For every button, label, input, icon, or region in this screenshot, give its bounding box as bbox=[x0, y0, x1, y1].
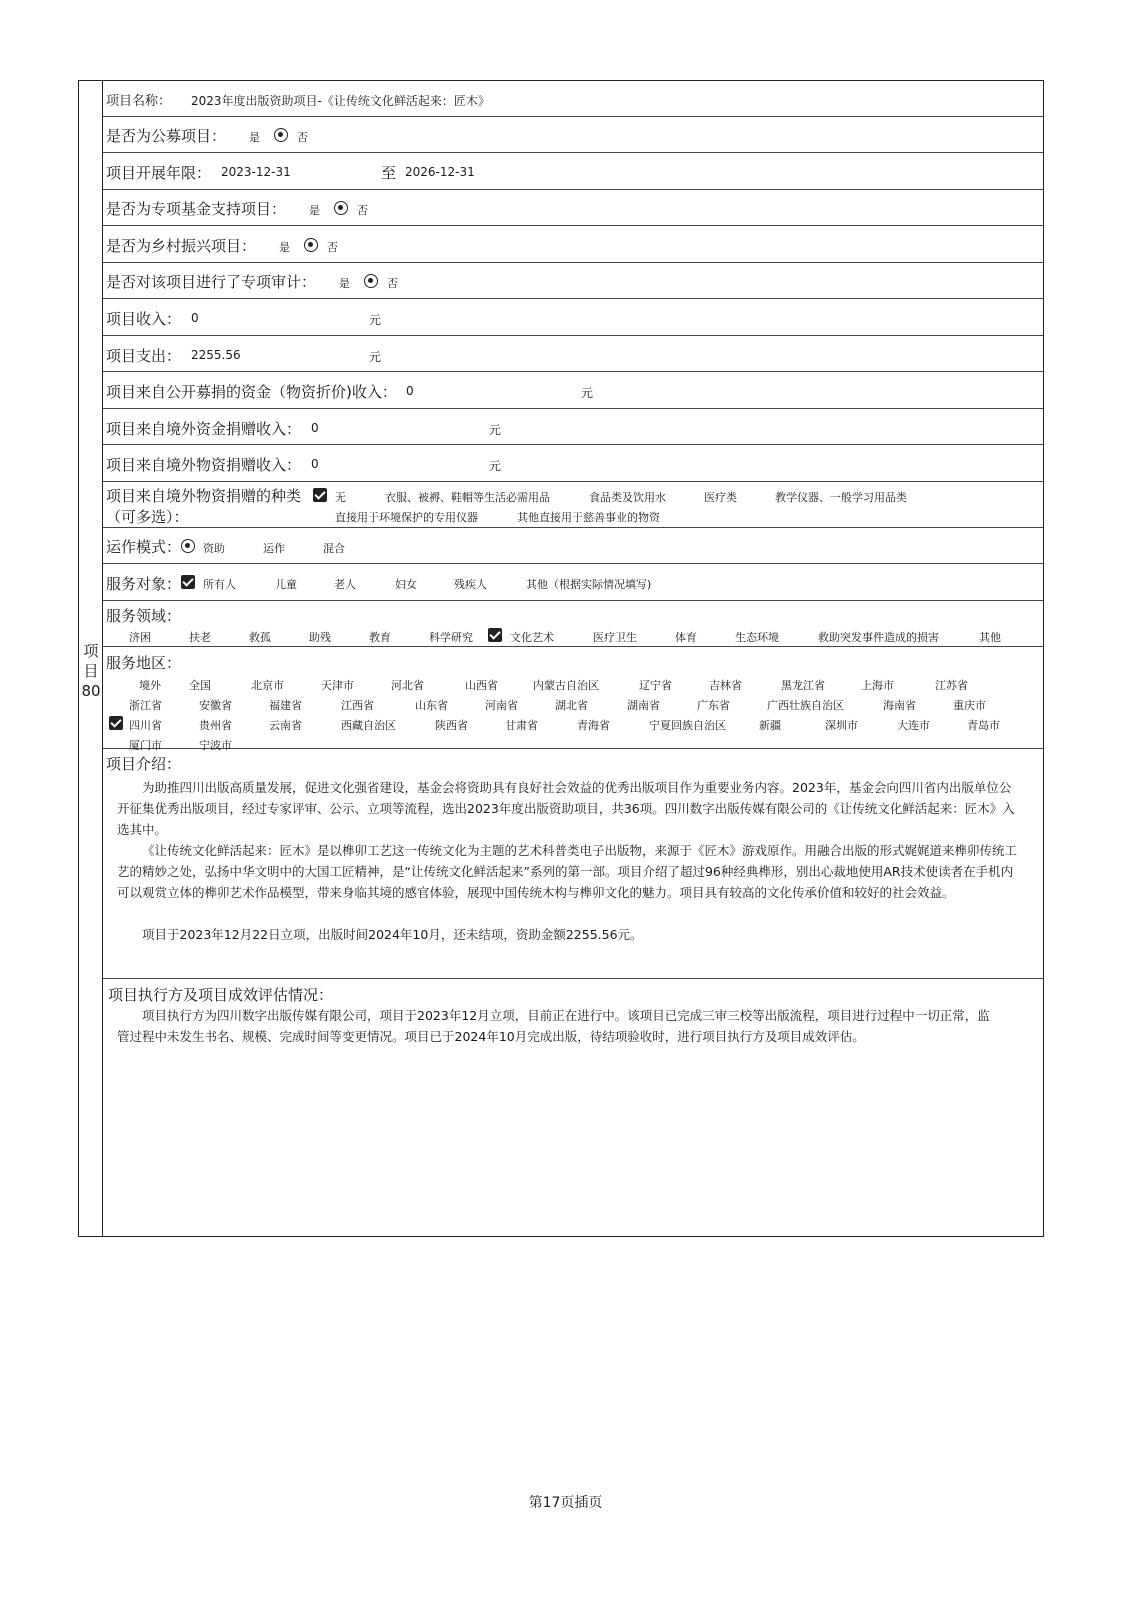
region-opt[interactable]: 河南省 bbox=[485, 699, 518, 712]
intro-paragraph-2: 《让传统文化鲜活起来：匠木》是以榫卯工艺这一传统文化为主题的艺术科普类电子出版物，来源于《匠木》游戏原作。用融合出版的形式娓娓道来榫卯传统工艺的精妙之处，弘扬中华文明中的大国工匠精神，是“让传统文化鲜活起来”系列的第一部。项目介绍了超过96种经典榫形，别出心裁地使用AR技术使读者在手机内可以观赏立体的榫卯艺术作品模型，带来身临其境的感官体验，展现中国传统木构与榫卯文化的魅力。项目具有较高的文化传承价值和较好的社会效益。 bbox=[117, 843, 1018, 900]
side-column bbox=[79, 81, 103, 1236]
row-intro bbox=[103, 749, 1043, 979]
expense-unit: 元 bbox=[369, 350, 382, 364]
region-opt[interactable]: 内蒙古自治区 bbox=[533, 679, 599, 692]
region-opt[interactable]: 云南省 bbox=[269, 719, 302, 732]
target-opt-all[interactable]: 所有人 bbox=[203, 578, 236, 591]
foreign-goods-unit: 元 bbox=[489, 459, 502, 473]
row-exec bbox=[103, 979, 1043, 1235]
income-label: 项目收入： bbox=[106, 310, 182, 328]
region-opt[interactable]: 宁夏回族自治区 bbox=[649, 719, 726, 732]
region-opt[interactable]: 吉林省 bbox=[709, 679, 742, 692]
special-fund-yes[interactable]: 是 bbox=[309, 204, 320, 217]
row-region bbox=[103, 647, 1043, 752]
field-opt-sports[interactable]: 体育 bbox=[675, 631, 697, 644]
field-opt-disaster[interactable]: 救助突发事件造成的损害 bbox=[818, 631, 939, 644]
exec-paragraph: 项目执行方为四川数字出版传媒有限公司，项目于2023年12月立项，目前正在进行中。该项目已完成三审三校等出版流程，项目进行过程中一切正常，监管过程中未发生书名、规模、完成时间等变更情况。项目已于2024年10月完成出版，待结项验收时，进行项目执行方及项目成效评估。 bbox=[117, 1008, 990, 1044]
region-opt[interactable]: 江西省 bbox=[341, 699, 374, 712]
region-opt[interactable]: 广东省 bbox=[697, 699, 730, 712]
target-label: 服务对象： bbox=[106, 575, 182, 593]
public-donation-value: 0 bbox=[406, 384, 414, 398]
field-opt-poverty[interactable]: 济困 bbox=[129, 631, 151, 644]
field-opt-orphan[interactable]: 救孤 bbox=[249, 631, 271, 644]
field-opt-education[interactable]: 教育 bbox=[369, 631, 391, 644]
foreign-goods-label: 项目来自境外物资捐赠收入： bbox=[106, 456, 302, 474]
page-footer: 第17页插页 bbox=[528, 1495, 603, 1511]
intro-paragraph-3: 项目于2023年12月22日立项，出版时间2024年10月，还未结项，资助金额2255.56元。 bbox=[142, 927, 643, 942]
public-raise-label: 是否为公募项目： bbox=[106, 127, 227, 145]
public-raise-yes[interactable]: 是 bbox=[249, 131, 260, 144]
region-opt[interactable]: 福建省 bbox=[269, 699, 302, 712]
public-donation-unit: 元 bbox=[581, 386, 594, 400]
target-opt-disabled[interactable]: 残疾人 bbox=[454, 578, 487, 591]
region-opt[interactable]: 青岛市 bbox=[967, 719, 1000, 732]
period-start: 2023-12-31 bbox=[221, 165, 291, 179]
target-opt-elderly[interactable]: 老人 bbox=[334, 578, 356, 591]
period-end: 2026-12-31 bbox=[405, 165, 475, 179]
income-value: 0 bbox=[191, 311, 199, 325]
region-opt[interactable]: 境外 bbox=[139, 679, 161, 692]
region-opt[interactable]: 广西壮族自治区 bbox=[767, 699, 844, 712]
row-audit bbox=[103, 263, 1043, 299]
exec-label: 项目执行方及项目成效评估情况： bbox=[108, 986, 334, 1004]
goods-none-checkbox[interactable] bbox=[313, 488, 327, 502]
side-label-2: 目 bbox=[83, 662, 99, 680]
goods-opt-food[interactable]: 食品类及饮用水 bbox=[589, 491, 666, 504]
region-opt[interactable]: 青海省 bbox=[577, 719, 610, 732]
goods-types-label: 项目来自境外物资捐赠的种类 bbox=[106, 487, 302, 505]
region-opt[interactable]: 西藏自治区 bbox=[341, 719, 396, 732]
region-opt[interactable]: 山西省 bbox=[465, 679, 498, 692]
region-opt[interactable]: 大连市 bbox=[897, 719, 930, 732]
goods-opt-daily[interactable]: 衣服、被褥、鞋帽等生活必需用品 bbox=[385, 491, 550, 504]
period-label: 项目开展年限： bbox=[106, 164, 212, 182]
public-raise-no-radio[interactable] bbox=[274, 128, 288, 142]
mode-opt-operate[interactable]: 运作 bbox=[263, 542, 285, 555]
expense-value: 2255.56 bbox=[191, 348, 241, 362]
audit-no[interactable]: 否 bbox=[387, 277, 398, 290]
region-opt[interactable]: 浙江省 bbox=[129, 699, 162, 712]
audit-yes[interactable]: 是 bbox=[339, 277, 350, 290]
intro-paragraph-1: 为助推四川出版高质量发展，促进文化强省建设，基金会将资助具有良好社会效益的优秀出版项目作为重要业务内容。2023年，基金会向四川省内出版单位公开征集优秀出版项目，经过专家评审、公示、立项等流程，选出2023年度出版资助项目，共36项。四川数字出版传媒有限公司的《让传统文化鲜活起来：匠木》入选其中。 bbox=[117, 780, 1015, 837]
goods-opt-environment[interactable]: 直接用于环境保护的专用仪器 bbox=[335, 511, 478, 524]
row-project-name bbox=[103, 81, 1043, 117]
field-opt-health[interactable]: 医疗卫生 bbox=[593, 631, 637, 644]
audit-no-radio[interactable] bbox=[364, 274, 378, 288]
mode-label: 运作模式： bbox=[106, 538, 182, 556]
region-label: 服务地区： bbox=[106, 654, 182, 672]
field-opt-elderly[interactable]: 扶老 bbox=[189, 631, 211, 644]
row-public-donation bbox=[103, 372, 1043, 409]
row-income bbox=[103, 299, 1043, 336]
row-foreign-fund bbox=[103, 409, 1043, 445]
goods-opt-teaching[interactable]: 教学仪器、一般学习用品类 bbox=[775, 491, 907, 504]
field-opt-disabled[interactable]: 助残 bbox=[309, 631, 331, 644]
field-label: 服务领域： bbox=[106, 607, 182, 625]
region-opt[interactable]: 陕西省 bbox=[435, 719, 468, 732]
mode-opt-grant[interactable]: 资助 bbox=[203, 542, 225, 555]
expense-label: 项目支出： bbox=[106, 347, 182, 365]
region-opt[interactable]: 湖北省 bbox=[555, 699, 588, 712]
goods-types-label-2: （可多选）： bbox=[106, 508, 189, 526]
rural-no-radio[interactable] bbox=[304, 238, 318, 252]
field-culture-checkbox[interactable] bbox=[488, 628, 502, 642]
row-expense bbox=[103, 336, 1043, 372]
region-opt[interactable]: 宁波市 bbox=[199, 739, 232, 752]
row-special-fund bbox=[103, 190, 1043, 226]
region-opt[interactable]: 湖南省 bbox=[627, 699, 660, 712]
row-public-raise bbox=[103, 117, 1043, 153]
region-opt[interactable]: 海南省 bbox=[883, 699, 916, 712]
goods-opt-medical[interactable]: 医疗类 bbox=[704, 491, 737, 504]
region-opt[interactable]: 安徽省 bbox=[199, 699, 232, 712]
region-opt[interactable]: 天津市 bbox=[321, 679, 354, 692]
region-opt[interactable]: 山东省 bbox=[415, 699, 448, 712]
region-opt[interactable]: 黑龙江省 bbox=[781, 679, 825, 692]
foreign-goods-value: 0 bbox=[311, 457, 319, 471]
special-fund-no[interactable]: 否 bbox=[357, 204, 368, 217]
row-rural bbox=[103, 226, 1043, 263]
field-opt-culture[interactable]: 文化艺术 bbox=[510, 631, 554, 644]
foreign-fund-label: 项目来自境外资金捐赠收入： bbox=[106, 420, 302, 438]
rural-yes[interactable]: 是 bbox=[279, 241, 290, 254]
project-form bbox=[78, 80, 1044, 1237]
goods-opt-none[interactable]: 无 bbox=[335, 491, 346, 504]
region-opt[interactable]: 江苏省 bbox=[935, 679, 968, 692]
special-fund-no-radio[interactable] bbox=[334, 201, 348, 215]
field-opt-ecology[interactable]: 生态环境 bbox=[735, 631, 779, 644]
row-goods-types bbox=[103, 482, 1043, 528]
region-opt[interactable]: 厦门市 bbox=[129, 739, 162, 752]
project-number bbox=[79, 641, 103, 701]
row-target bbox=[103, 564, 1043, 601]
income-unit: 元 bbox=[369, 313, 382, 327]
field-opt-other[interactable]: 其他 bbox=[979, 631, 1001, 644]
goods-opt-other[interactable]: 其他直接用于慈善事业的物资 bbox=[517, 511, 660, 524]
target-opt-women[interactable]: 妇女 bbox=[395, 578, 417, 591]
region-opt[interactable]: 上海市 bbox=[861, 679, 894, 692]
side-label-1: 项 bbox=[83, 642, 99, 660]
region-opt[interactable]: 贵州省 bbox=[199, 719, 232, 732]
audit-label: 是否对该项目进行了专项审计： bbox=[106, 273, 317, 291]
region-opt[interactable]: 辽宁省 bbox=[639, 679, 672, 692]
project-name-value: 2023年度出版资助项目-《让传统文化鲜活起来：匠木》 bbox=[191, 94, 490, 108]
mode-grant-radio[interactable] bbox=[181, 539, 195, 553]
mode-opt-mixed[interactable]: 混合 bbox=[323, 542, 345, 555]
rural-no[interactable]: 否 bbox=[327, 241, 338, 254]
region-opt[interactable]: 四川省 bbox=[129, 719, 162, 732]
region-sichuan-checkbox[interactable] bbox=[109, 716, 123, 730]
public-donation-label: 项目来自公开募捐的资金（物资折价)收入： bbox=[106, 383, 397, 401]
region-opt[interactable]: 北京市 bbox=[251, 679, 284, 692]
row-foreign-goods bbox=[103, 445, 1043, 482]
foreign-fund-unit: 元 bbox=[489, 423, 502, 437]
target-opt-children[interactable]: 儿童 bbox=[275, 578, 297, 591]
intro-label: 项目介绍： bbox=[106, 755, 182, 773]
row-mode bbox=[103, 528, 1043, 564]
project-name-label: 项目名称： bbox=[106, 94, 172, 109]
region-opt[interactable]: 新疆 bbox=[759, 719, 781, 732]
foreign-fund-value: 0 bbox=[311, 421, 319, 435]
special-fund-label: 是否为专项基金支持项目： bbox=[106, 200, 287, 218]
target-all-checkbox[interactable] bbox=[181, 575, 195, 589]
row-field bbox=[103, 601, 1043, 647]
target-opt-other[interactable]: 其他（根据实际情况填写) bbox=[526, 578, 652, 591]
region-opt[interactable]: 甘肃省 bbox=[505, 719, 538, 732]
region-opt[interactable]: 重庆市 bbox=[953, 699, 986, 712]
row-period bbox=[103, 153, 1043, 190]
side-label-3: 80 bbox=[81, 682, 101, 700]
region-opt[interactable]: 深圳市 bbox=[825, 719, 858, 732]
field-opt-science[interactable]: 科学研究 bbox=[429, 631, 473, 644]
region-opt[interactable]: 河北省 bbox=[391, 679, 424, 692]
public-raise-no[interactable]: 否 bbox=[297, 131, 308, 144]
rural-label: 是否为乡村振兴项目： bbox=[106, 237, 257, 255]
region-opt[interactable]: 全国 bbox=[189, 679, 211, 692]
period-to: 至 bbox=[381, 164, 397, 182]
